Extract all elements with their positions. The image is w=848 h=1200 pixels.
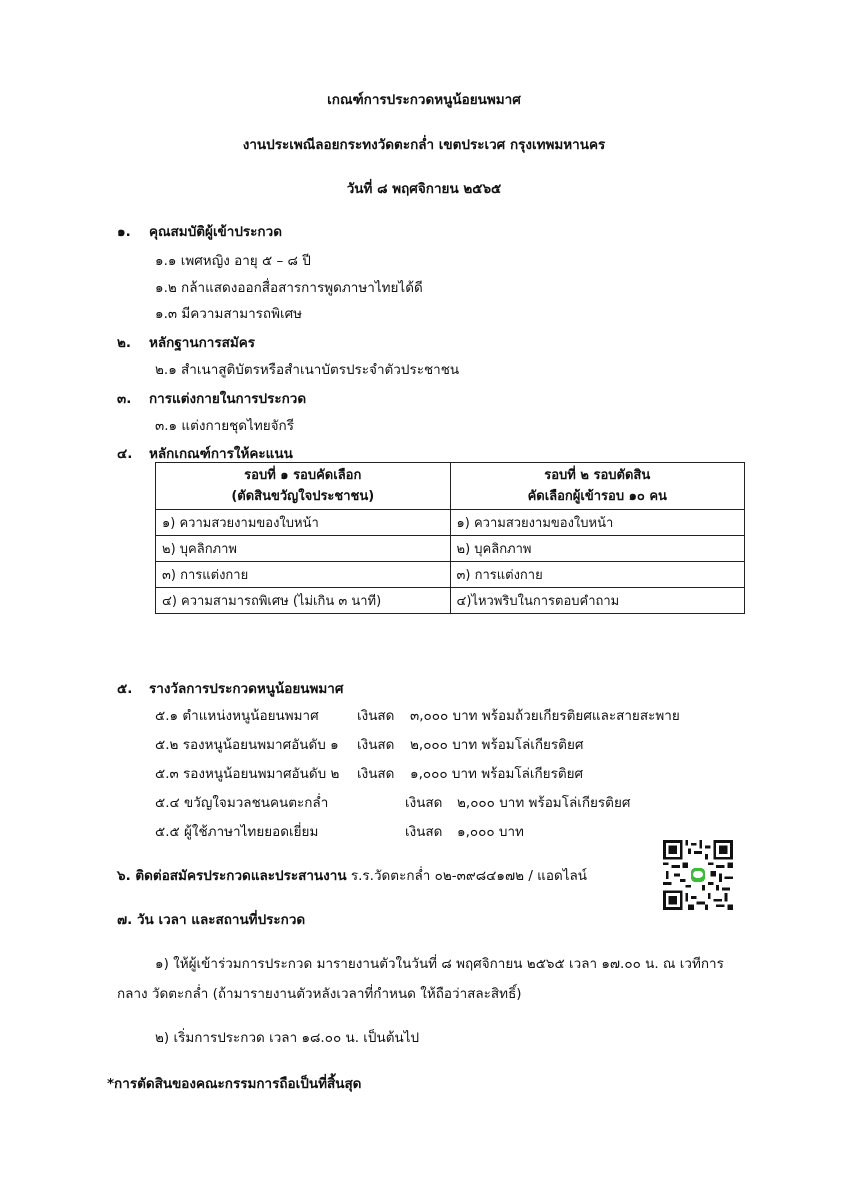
prize-cash-label: เงินสด (357, 766, 395, 782)
section-1-title: คุณสมบัติผู้เข้าประกวด (149, 224, 282, 240)
section-6-line (117, 864, 587, 886)
section-2-heading (117, 331, 255, 353)
contact-detail: ร.ร.วัดตะกล่ำ ๐๒-๓๙๘๔๑๗๒ / แอดไลน์ (350, 868, 588, 884)
section-2-item: ๒.๑ สำเนาสูติบัตรหรือสำเนาบัตรประจำตัวประชาชน (155, 362, 460, 378)
prize-amount: ๒,๐๐๐ บาท พร้อมโล่เกียรติยศ (410, 737, 584, 753)
section-4-title: หลักเกณฑ์การให้คะแนน (149, 446, 293, 462)
prize-name: ๕.๔ ขวัญใจมวลชนคนตะกล่ำ (155, 795, 329, 811)
section-5-number: ๕. (117, 681, 133, 697)
judging-note: *การตัดสินของคณะกรรมการถือเป็นที่สิ้นสุด (107, 1076, 362, 1092)
section-1-heading (117, 220, 282, 242)
prize-cash-label: เงินสด (405, 824, 443, 840)
table-cell: ๔) ความสามารถพิเศษ (ไม่เกิน ๓ นาที) (156, 588, 451, 614)
section-2-title: หลักฐานการสมัคร (149, 335, 256, 351)
section-3-heading (117, 387, 306, 409)
table-cell: ๓) การแต่งกาย (156, 562, 451, 588)
prize-amount: ๓,๐๐๐ บาท พร้อมถ้วยเกียรติยศและสายสะพาย (410, 708, 680, 724)
prize-name: ๕.๕ ผู้ใช้ภาษาไทยยอดเยี่ยม (155, 824, 319, 840)
round-1-subtitle: (ตัดสินขวัญใจประชาชน) (231, 489, 375, 504)
section-2-number: ๒. (117, 335, 132, 351)
section-7-paragraph-2: ๒) เริ่มการประกวด เวลา ๑๘.๐๐ น. เป็นต้นไป (155, 1030, 420, 1046)
section-5-heading (117, 677, 343, 699)
prize-amount: ๑,๐๐๐ บาท พร้อมโล่เกียรติยศ (410, 766, 584, 782)
round-2-header (450, 463, 745, 510)
prize-cash-label: เงินสด (405, 795, 443, 811)
section-1-number: ๑. (117, 224, 131, 240)
round-1-header (156, 463, 451, 510)
prize-name: ๕.๓ รองหนูน้อยนพมาศอันดับ ๒ (155, 766, 340, 782)
section-4-heading (117, 442, 293, 464)
table-cell: ๒) บุคลิกภาพ (450, 536, 745, 562)
table-cell: ๒) บุคลิกภาพ (156, 536, 451, 562)
round-1-title: รอบที่ ๑ รอบคัดเลือก (244, 468, 362, 483)
table-row (156, 588, 745, 614)
table-row (156, 562, 745, 588)
prize-cash-label: เงินสด (357, 737, 395, 753)
prize-name: ๕.๒ รองหนูน้อยนพมาศอันดับ ๑ (155, 737, 339, 753)
prize-cash-label: เงินสด (357, 708, 395, 724)
section-7-paragraph-1: ๑) ให้ผู้เข้าร่วมการประกวด มารายงานตัวในวันที่ ๘ พฤศจิกายน ๒๕๖๕ เวลา ๑๗.๐๐ น. ณ เวทีการ (155, 956, 724, 972)
prize-name: ๕.๑ ตำแหน่งหนูน้อยนพมาศ (155, 708, 319, 724)
section-7-paragraph-1-cont: กลาง วัดตะกล่ำ (ถ้ามารายงานตัวหลังเวลาที่กำหนด ให้ถือว่าสละสิทธิ์) (117, 986, 522, 1002)
section-3-title: การแต่งกายในการประกวด (149, 391, 307, 407)
table-row (156, 536, 745, 562)
doc-title: เกณฑ์การประกวดหนูน้อยนพมาศ (327, 92, 521, 108)
line-qr-code-icon (663, 840, 733, 910)
round-2-title: รอบที่ ๒ รอบตัดสิน (544, 468, 651, 483)
section-3-number: ๓. (117, 391, 132, 407)
prize-amount: ๑,๐๐๐ บาท (457, 824, 524, 840)
prize-amount: ๒,๐๐๐ บาท พร้อมโล่เกียรติยศ (457, 795, 631, 811)
table-row (156, 510, 745, 536)
event-name: งานประเพณีลอยกระทงวัดตะกล่ำ เขตประเวศ กรุงเทพมหานคร (242, 137, 606, 153)
table-cell: ๓) การแต่งกาย (450, 562, 745, 588)
section-6-title: ๖. ติดต่อสมัครประกวดและประสานงาน (117, 868, 347, 884)
table-header-row (156, 463, 745, 510)
table-cell: ๔)ไหวพริบในการตอบคำถาม (450, 588, 745, 614)
section-1-item: ๑.๑ เพศหญิง อายุ ๕ – ๘ ปี (155, 253, 311, 269)
section-1-item: ๑.๓ มีความสามารถพิเศษ (155, 306, 303, 322)
scoring-table (155, 462, 745, 614)
table-cell: ๑) ความสวยงามของใบหน้า (450, 510, 745, 536)
section-5-title: รางวัลการประกวดหนูน้อยนพมาศ (149, 681, 344, 697)
round-2-subtitle: คัดเลือกผู้เข้ารอบ ๑๐ คน (527, 489, 667, 504)
section-1-item: ๑.๒ กล้าแสดงออกสื่อสารการพูดภาษาไทยได้ดี (155, 280, 423, 296)
section-3-item: ๓.๑ แต่งกายชุดไทยจักรี (155, 418, 294, 434)
section-4-number: ๔. (117, 446, 133, 462)
event-date: วันที่ ๘ พฤศจิกายน ๒๕๖๕ (346, 181, 502, 197)
section-7-title: ๗. วัน เวลา และสถานที่ประกวด (117, 912, 306, 928)
table-cell: ๑) ความสวยงามของใบหน้า (156, 510, 451, 536)
